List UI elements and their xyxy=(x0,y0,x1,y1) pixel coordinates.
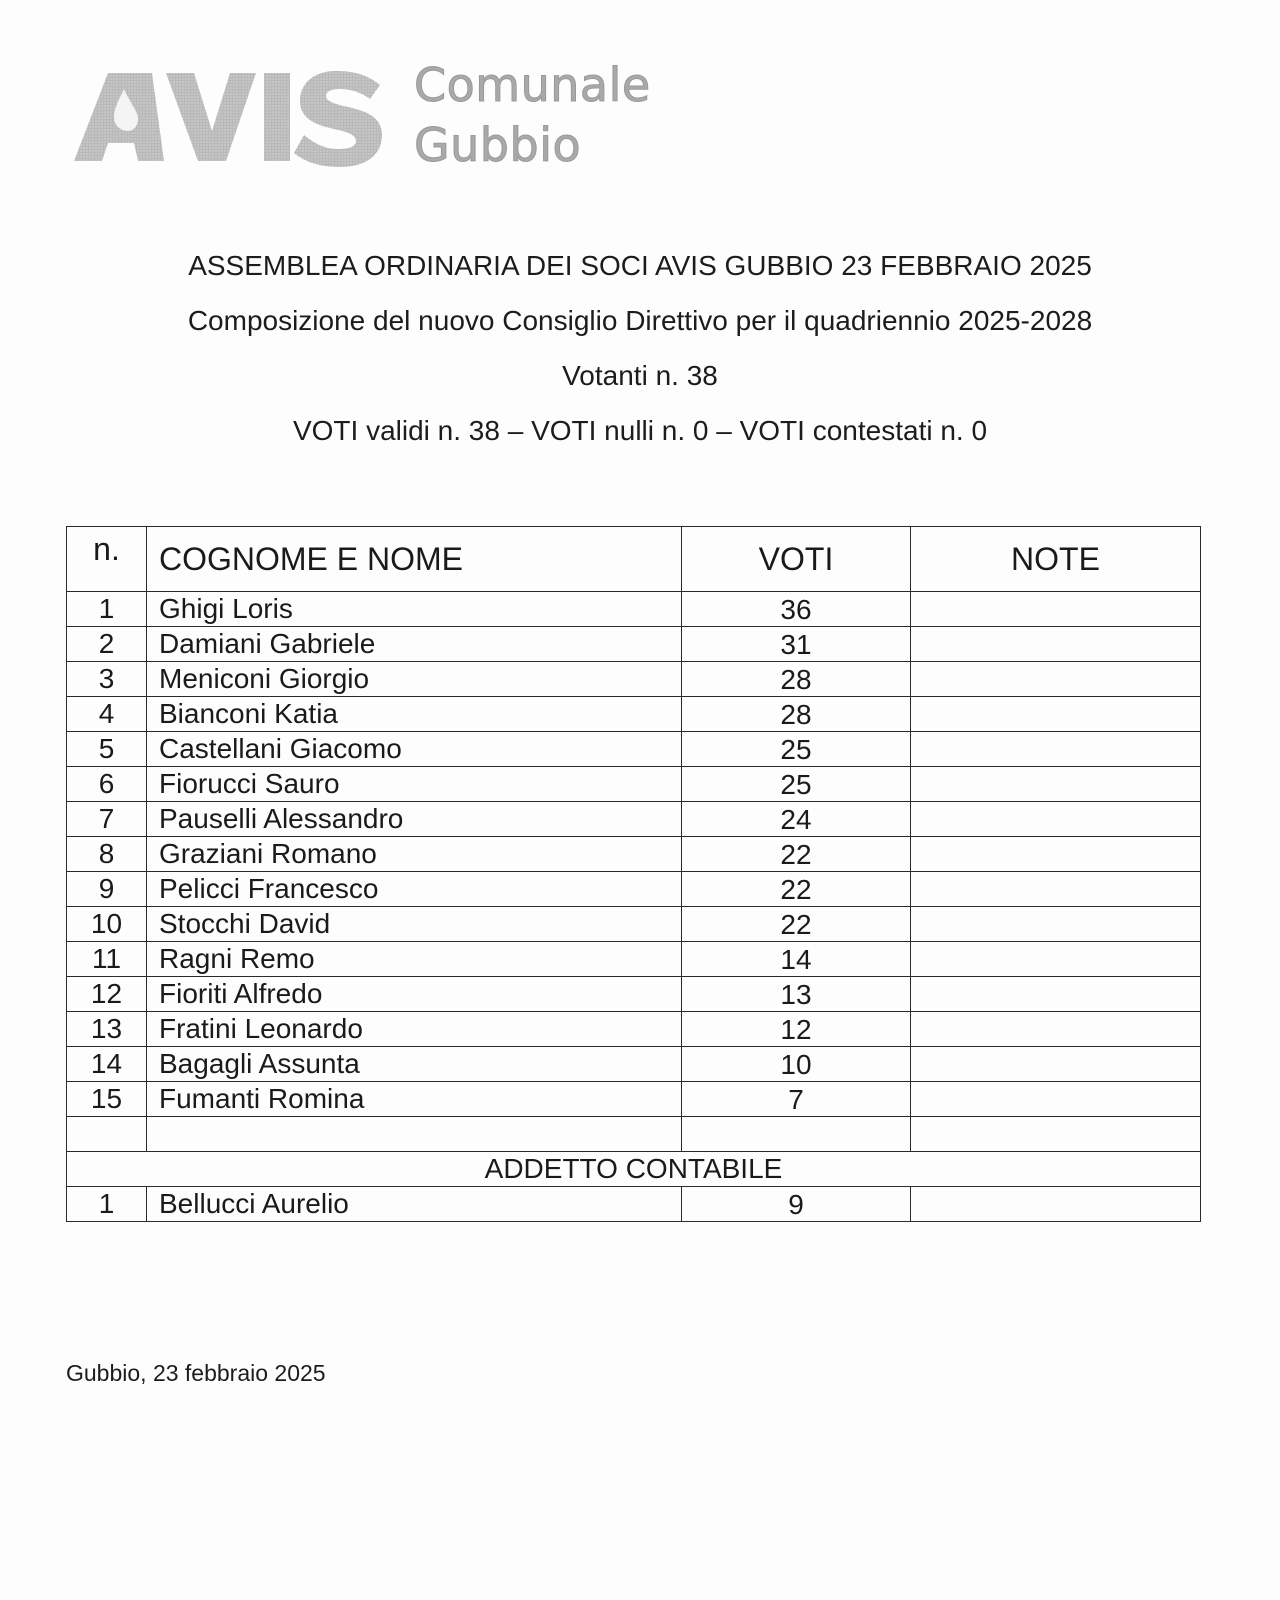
row-notes xyxy=(911,907,1201,942)
row-notes xyxy=(911,627,1201,662)
row-votes: 31 xyxy=(682,627,911,662)
empty-cell xyxy=(911,1117,1201,1152)
logo-line-gubbio: Gubbio xyxy=(414,118,582,172)
row-votes: 24 xyxy=(682,802,911,837)
row-number: 11 xyxy=(67,942,147,977)
empty-row xyxy=(67,1117,1201,1152)
row-votes: 14 xyxy=(682,942,911,977)
row-name: Meniconi Giorgio xyxy=(147,662,682,697)
row-name: Ragni Remo xyxy=(147,942,682,977)
column-header-notes: NOTE xyxy=(911,527,1201,592)
row-notes xyxy=(911,872,1201,907)
row-notes xyxy=(911,802,1201,837)
row-notes xyxy=(911,1082,1201,1117)
row-name: Castellani Giacomo xyxy=(147,732,682,767)
section-header-row xyxy=(67,1152,1201,1187)
row-name: Fratini Leonardo xyxy=(147,1012,682,1047)
row-number: 2 xyxy=(67,627,147,662)
row-number: 7 xyxy=(67,802,147,837)
row-votes: 10 xyxy=(682,1047,911,1082)
row-name: Pauselli Alessandro xyxy=(147,802,682,837)
row-name: Fiorucci Sauro xyxy=(147,767,682,802)
column-header-votes: VOTI xyxy=(682,527,911,592)
row-notes xyxy=(911,977,1201,1012)
row-votes: 36 xyxy=(682,592,911,627)
table-row xyxy=(67,592,1201,627)
table-row xyxy=(67,872,1201,907)
table-row xyxy=(67,837,1201,872)
section-title: ADDETTO CONTABILE xyxy=(67,1152,1201,1187)
table-row xyxy=(67,767,1201,802)
row-number: 4 xyxy=(67,697,147,732)
logo-text xyxy=(414,58,651,172)
row-number: 13 xyxy=(67,1012,147,1047)
row-votes: 13 xyxy=(682,977,911,1012)
row-name: Ghigi Loris xyxy=(147,592,682,627)
table-row xyxy=(67,732,1201,767)
document-subtitle: Composizione del nuovo Consiglio Direttivo per il quadriennio 2025-2028 xyxy=(187,305,1093,336)
row-notes xyxy=(911,697,1201,732)
document-title: ASSEMBLEA ORDINARIA DEI SOCI AVIS GUBBIO 23 FEBBRAIO 2025 xyxy=(188,250,1092,281)
avis-logo-mark xyxy=(68,63,386,167)
row-number: 10 xyxy=(67,907,147,942)
row-votes: 25 xyxy=(682,767,911,802)
row-number: 12 xyxy=(67,977,147,1012)
row-name: Bianconi Katia xyxy=(147,697,682,732)
row-name: Pelicci Francesco xyxy=(147,872,682,907)
empty-cell xyxy=(147,1117,682,1152)
column-header-n: n. xyxy=(67,527,147,592)
row-name: Damiani Gabriele xyxy=(147,627,682,662)
row-votes: 25 xyxy=(682,732,911,767)
row-notes xyxy=(911,1047,1201,1082)
empty-cell xyxy=(682,1117,911,1152)
place-date: Gubbio, 23 febbraio 2025 xyxy=(66,1360,326,1386)
row-votes: 12 xyxy=(682,1012,911,1047)
row-number: 3 xyxy=(67,662,147,697)
row-votes: 9 xyxy=(682,1187,911,1222)
table-row xyxy=(67,1047,1201,1082)
row-name: Stocchi David xyxy=(147,907,682,942)
section-row xyxy=(67,1187,1201,1222)
row-notes xyxy=(911,1187,1201,1222)
row-notes xyxy=(911,1012,1201,1047)
row-notes xyxy=(911,592,1201,627)
table-row xyxy=(67,942,1201,977)
row-votes: 22 xyxy=(682,907,911,942)
logo-line-comunale: Comunale xyxy=(414,58,651,112)
table-row xyxy=(67,802,1201,837)
avis-logo xyxy=(68,58,651,172)
row-number: 5 xyxy=(67,732,147,767)
row-number: 1 xyxy=(67,1187,147,1222)
row-name: Fioriti Alfredo xyxy=(147,977,682,1012)
row-number: 1 xyxy=(67,592,147,627)
table-row xyxy=(67,662,1201,697)
row-number: 9 xyxy=(67,872,147,907)
row-votes: 28 xyxy=(682,662,911,697)
table-row xyxy=(67,977,1201,1012)
table-row xyxy=(67,1012,1201,1047)
votes-table xyxy=(66,526,1201,1222)
table-row xyxy=(67,1082,1201,1117)
row-notes xyxy=(911,942,1201,977)
table-row xyxy=(67,907,1201,942)
row-name: Bagagli Assunta xyxy=(147,1047,682,1082)
row-number: 15 xyxy=(67,1082,147,1117)
row-number: 8 xyxy=(67,837,147,872)
row-notes xyxy=(911,837,1201,872)
column-header-name: COGNOME E NOME xyxy=(147,527,682,592)
row-number: 6 xyxy=(67,767,147,802)
row-votes: 7 xyxy=(682,1082,911,1117)
table-row xyxy=(67,697,1201,732)
table-header-row xyxy=(67,527,1201,592)
table-row xyxy=(67,627,1201,662)
row-name: Fumanti Romina xyxy=(147,1082,682,1117)
row-notes xyxy=(911,732,1201,767)
voters-count: Votanti n. 38 xyxy=(562,360,718,391)
table-body xyxy=(67,592,1201,1222)
row-notes xyxy=(911,767,1201,802)
row-votes: 22 xyxy=(682,872,911,907)
empty-cell xyxy=(67,1117,147,1152)
row-name: Graziani Romano xyxy=(147,837,682,872)
row-notes xyxy=(911,662,1201,697)
row-votes: 28 xyxy=(682,697,911,732)
votes-summary: VOTI validi n. 38 – VOTI nulli n. 0 – VOTI contestati n. 0 xyxy=(292,415,988,446)
row-votes: 22 xyxy=(682,837,911,872)
row-name: Bellucci Aurelio xyxy=(147,1187,682,1222)
row-number: 14 xyxy=(67,1047,147,1082)
